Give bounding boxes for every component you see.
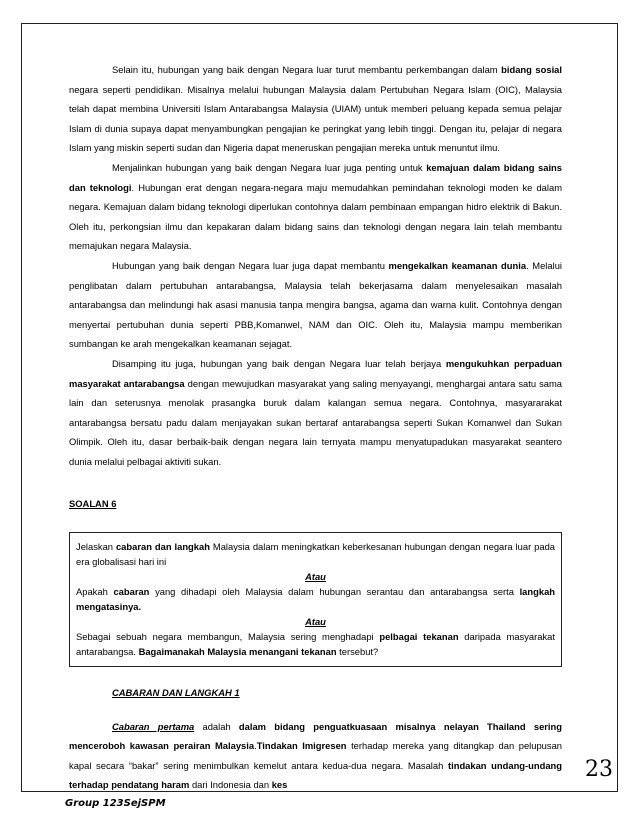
sub-heading: CABARAN DAN LANGKAH 1 [112, 687, 240, 699]
question-text-segment: Apakah [76, 586, 114, 598]
paragraph-text-segment: Tindakan Imigresen [256, 740, 347, 752]
question-text-segment: daripada masyarakat antarabangsa. [76, 631, 555, 658]
paragraph-text-segment: Disamping itu juga, hubungan yang baik dengan Negara luar telah berjaya [112, 357, 446, 369]
atau-separator-1: Atau [305, 571, 326, 583]
essay-paragraph [69, 256, 562, 354]
paragraph-text-segment: dalam bidang penguatkuasaan misalnya nelayan Thailand sering menceroboh kawasan perairan Malaysia [69, 720, 562, 752]
question-text-segment: langkah mengatasinya. [76, 586, 556, 613]
document-body [69, 60, 562, 795]
question-text-segment: Sebagai sebuah negara membangun, Malaysia sering menghadapi [76, 631, 380, 643]
question-text-segment: cabaran dan langkah [115, 541, 210, 553]
paragraph-text-segment: mengekalkan keamanan dunia [388, 259, 527, 271]
paragraph-text-segment: Selain itu, hubungan yang baik dengan Negara luar turut membantu perkembangan dalam [112, 64, 502, 75]
question-3 [76, 629, 555, 659]
paragraph-text-segment: mengukuhkan perpaduan masyarakat antarabangsa [69, 357, 562, 389]
paragraph-text-segment: . [254, 740, 257, 752]
paragraph-text-segment: kes [271, 779, 288, 791]
paragraph-text-segment: tindakan undang-undang terhadap pendatang haram [69, 759, 562, 791]
atau-separator-2: Atau [305, 616, 326, 628]
question-text-segment: tersebut? [336, 646, 379, 658]
question-text-segment: cabaran [113, 586, 150, 598]
question-2 [76, 584, 555, 614]
paragraph-text-segment: terhadap mereka yang ditangkap dan pelupusan kapal secara “bakar” sering menimbulkan kemelut antara kedua-dua negara. Masalah [69, 740, 562, 771]
footer-text: Group 123SejSPM [65, 798, 166, 809]
paragraph-text-segment: . Melalui penglibatan dalam pertubuhan antarabangsa, Malaysia telah bekerjasama dalam menyelesaikan masalah antarabangsa dan melindungi hak asasi manusia tanpa mengira bangsa, agama dan warna kulit. Contohnya dengan menyertai pertubuhan dunia seperti PBB,Komanwel, NAM dan OIC. Oleh itu, Malaysia mampu memberikan sumbangan ke arah mengekalkan keamanan sejagat. [69, 259, 562, 350]
question-text-segment: yang dihadapi oleh Malaysia dalam hubungan serantau dan antarabangsa serta [149, 586, 520, 598]
question-1 [76, 539, 555, 569]
essay-paragraph [69, 60, 562, 158]
question-text-segment: Malaysia dalam meningkatkan keberkesanan hubungan dengan negara luar pada era globalisasi hari ini [76, 541, 555, 568]
paragraph-text-segment: kemajuan dalam bidang sains dan teknologi [69, 161, 562, 193]
paragraph-text-segment: adalah [194, 720, 239, 732]
page-number: 23 [585, 757, 613, 782]
last-paragraph [69, 717, 562, 795]
section-heading: SOALAN 6 [69, 498, 117, 510]
paragraph-text-segment: bidang sosial [501, 64, 562, 75]
question-text-segment: Bagaimanakah Malaysia menangani tekanan [138, 646, 337, 658]
paragraph-text-segment: negara seperti pendidikan. Misalnya melalui hubungan Malaysia dalam Pertubuhan Negara Islam (OIC), Malaysia telah dapat membina Universiti Islam Antarabangsa Malaysia (UIAM) untuk memberi peluang kepada semua pelajar Islam di dunia supaya dapat menyambungkan pengajian ke peringkat yang lebih tinggi. Dengan itu, pelajar di negara Islam yang miskin seperti sudan dan Nigeria dapat meneruskan pengajian mereka untuk menuntut ilmu. [69, 83, 562, 154]
paragraph-text-segment: dengan mewujudkan masyarakat yang saling menyayangi, menghargai antara satu sama lain dan seterusnya menolak prasangka buruk dalam kalangan semua negara. Contohnya, masyararakat antarabangsa bersatu padu dalam menjayakan sukan bertaraf antarabangsa seperti Sukan Komanwel dan Sukan Olimpik. Oleh itu, dasar berbaik-baik dengan negara lain ternyata mampu menyatupadukan masyarakat seantero dunia melalui pelbagai aktiviti sukan. [69, 377, 563, 467]
essay-paragraphs [69, 60, 562, 471]
paragraph-text-segment: . Hubungan erat dengan negara-negara maju memudahkan pemindahan teknologi moden ke dalam negara. Kemajuan dalam bidang teknologi diperlukan contohnya dalam pembinaan empangan hidro elektrik di Bakun. Oleh itu, perkongsian ilmu dan kepakaran dalam bidang sains dan teknologi dengan negara lain telah membantu memajukan negara Malaysia. [69, 181, 563, 252]
essay-paragraph [69, 354, 562, 472]
question-text-segment: Jelaskan [76, 541, 116, 553]
paragraph-text-segment: Menjalinkan hubungan yang baik dengan Negara luar juga penting untuk [112, 161, 427, 173]
paragraph-text-segment: dari Indonesia dan [189, 779, 272, 791]
paragraph-text-segment: Hubungan yang baik dengan Negara luar juga dapat membantu [112, 259, 389, 271]
question-box [69, 532, 562, 667]
lead-phrase: Cabaran pertama [112, 720, 195, 732]
essay-paragraph [69, 158, 562, 256]
question-text-segment: pelbagai tekanan [379, 631, 459, 643]
